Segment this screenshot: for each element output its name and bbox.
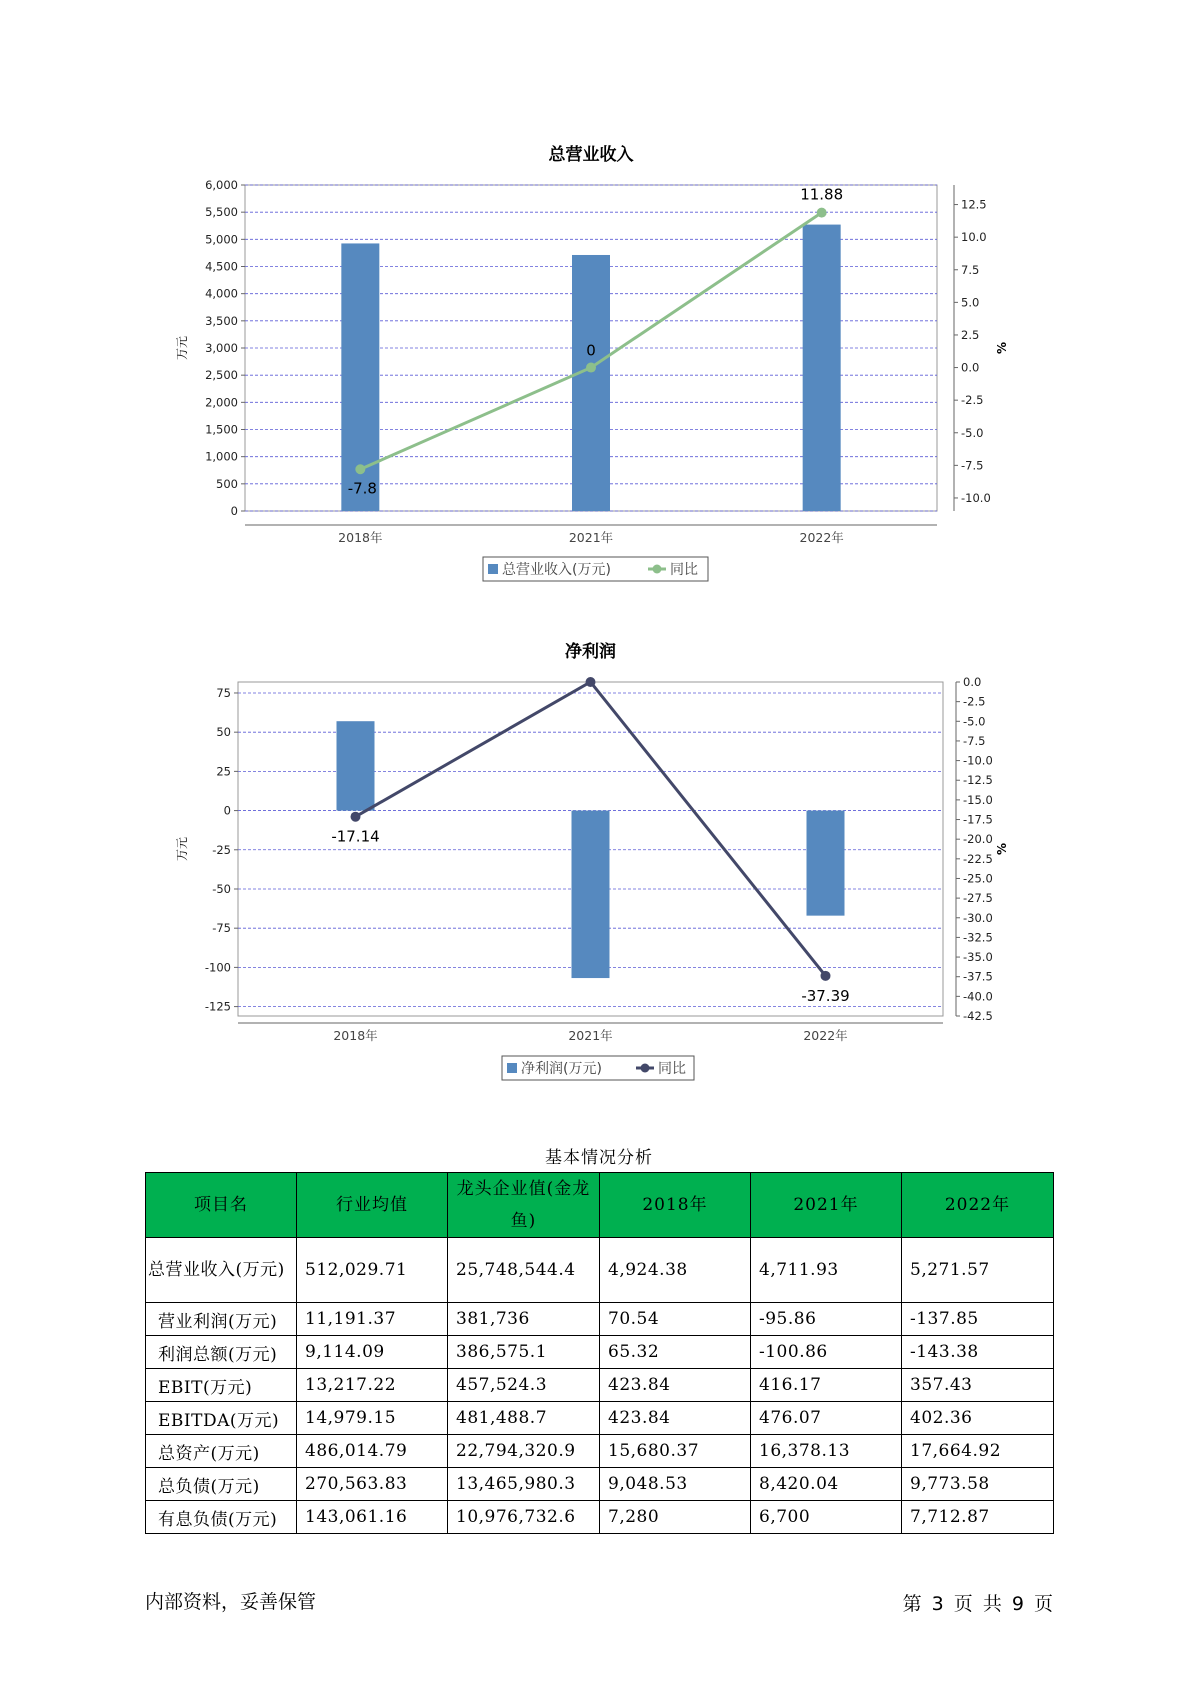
table-row-label: 总营业收入(万元) [146, 1238, 297, 1303]
y-tick-label: -75 [212, 921, 231, 936]
table-row [146, 1369, 1054, 1402]
table-cell: 7,280 [600, 1501, 751, 1534]
data-label: 0 [586, 341, 596, 360]
table-row-label: 利润总额(万元) [146, 1336, 297, 1369]
y2-tick-label: -35.0 [963, 950, 993, 965]
table-cell: 381,736 [448, 1303, 600, 1336]
net-profit-chart [170, 630, 1020, 1100]
table-cell: 17,664.92 [902, 1435, 1054, 1468]
y-tick-label: 3,000 [205, 341, 238, 355]
net-profit-chart-svg [170, 630, 1020, 1100]
table-cell: 65.32 [600, 1336, 751, 1369]
y2-axis-label: % [995, 341, 1009, 355]
table-cell: 481,488.7 [448, 1402, 600, 1435]
footer-confidential-note: 内部资料，妥善保管 [145, 1591, 317, 1613]
y-tick-label: 500 [216, 476, 238, 491]
y2-tick-label: -2.5 [961, 393, 984, 408]
table-cell: 386,575.1 [448, 1336, 600, 1369]
bar [807, 811, 845, 916]
y2-tick-label: -20.0 [963, 832, 993, 847]
revenue-chart-svg [170, 130, 1020, 600]
table-header-cell: 行业均值 [297, 1173, 448, 1238]
y-tick-label: 0 [223, 803, 231, 818]
table-header-cell: 2018年 [600, 1173, 751, 1238]
x-tick-label: 2018年 [333, 1028, 378, 1043]
footer-page-number: 第 3 页 共 9 页 [902, 1593, 1053, 1615]
data-label: -17.14 [331, 827, 380, 846]
y-tick-label: -50 [212, 881, 231, 896]
table-cell: 357.43 [902, 1369, 1054, 1402]
bar [337, 721, 375, 810]
table-cell: 15,680.37 [600, 1435, 751, 1468]
table-cell: 486,014.79 [297, 1435, 448, 1468]
bar [803, 225, 841, 511]
bar [572, 255, 610, 511]
table-cell: 8,420.04 [751, 1468, 902, 1501]
table-row-label: EBIT(万元) [146, 1369, 297, 1402]
table-cell: 25,748,544.4 [448, 1238, 600, 1303]
table-row-label: 营业利润(万元) [146, 1303, 297, 1336]
legend-label-line: 同比 [670, 562, 698, 578]
table-cell: -137.85 [902, 1303, 1054, 1336]
table-cell: 423.84 [600, 1369, 751, 1402]
table-cell: 457,524.3 [448, 1369, 600, 1402]
y2-tick-label: -17.5 [963, 812, 993, 827]
table-cell: 13,465,980.3 [448, 1468, 600, 1501]
y2-tick-label: -7.5 [961, 458, 984, 473]
y-axis-label: 万元 [175, 335, 189, 361]
table-header-row [146, 1173, 1054, 1238]
y2-tick-label: -27.5 [963, 891, 993, 906]
chart-title: 总营业收入 [548, 145, 634, 165]
legend-swatch-point [641, 1064, 650, 1073]
table-cell: 402.36 [902, 1402, 1054, 1435]
basic-analysis-table [145, 1172, 1054, 1534]
table-cell: 416.17 [751, 1369, 902, 1402]
y2-tick-label: -10.0 [961, 490, 991, 505]
y-tick-label: 3,500 [205, 313, 238, 328]
y2-tick-label: 0.0 [963, 675, 982, 689]
legend-swatch-bar [488, 564, 498, 574]
y-tick-label: 25 [216, 764, 231, 779]
data-label: -7.8 [347, 479, 377, 498]
table-cell: 4,711.93 [751, 1238, 902, 1303]
table-cell: 16,378.13 [751, 1435, 902, 1468]
y2-tick-label: -5.0 [961, 425, 984, 440]
table-cell: 6,700 [751, 1501, 902, 1534]
yoy-point [586, 677, 596, 687]
table-row [146, 1468, 1054, 1501]
y2-tick-label: -10.0 [963, 753, 993, 768]
y-tick-label: 50 [216, 725, 231, 740]
y-tick-label: 1,500 [205, 422, 238, 437]
bar [572, 811, 610, 978]
table-row-label: 有息负债(万元) [146, 1501, 297, 1534]
table-cell: -143.38 [902, 1336, 1054, 1369]
y2-tick-label: -37.5 [963, 969, 993, 984]
table-cell: 423.84 [600, 1402, 751, 1435]
y-axis-label: 万元 [175, 836, 189, 862]
y2-tick-label: -32.5 [963, 930, 993, 945]
y-tick-label: 4,000 [205, 286, 238, 301]
chart-title: 净利润 [565, 642, 616, 662]
x-tick-label: 2021年 [568, 530, 614, 545]
x-tick-label: 2018年 [338, 530, 383, 545]
y2-axis-label: % [995, 842, 1009, 856]
table-cell: -100.86 [751, 1336, 902, 1369]
y2-tick-label: -40.0 [963, 989, 993, 1004]
y2-tick-label: -5.0 [963, 714, 986, 729]
table-row [146, 1402, 1054, 1435]
table-cell: 9,773.58 [902, 1468, 1054, 1501]
y2-tick-label: -30.0 [963, 910, 993, 925]
table-header-cell: 2022年 [902, 1173, 1054, 1238]
table-cell: 512,029.71 [297, 1238, 448, 1303]
yoy-point [351, 812, 361, 822]
table-cell: 14,979.15 [297, 1402, 448, 1435]
table-cell: 270,563.83 [297, 1468, 448, 1501]
table-cell: 7,712.87 [902, 1501, 1054, 1534]
table-row-label: 总资产(万元) [146, 1435, 297, 1468]
data-label: -37.39 [801, 986, 850, 1005]
y2-tick-label: -25.0 [963, 871, 993, 886]
x-tick-label: 2022年 [803, 1028, 848, 1043]
table-cell: 9,048.53 [600, 1468, 751, 1501]
table-cell: 70.54 [600, 1303, 751, 1336]
yoy-point [817, 208, 827, 218]
y-tick-label: 2,000 [205, 395, 238, 410]
y-tick-label: 5,000 [205, 232, 238, 247]
table-row [146, 1435, 1054, 1468]
y-tick-label: -125 [204, 999, 231, 1014]
table-cell: -95.86 [751, 1303, 902, 1336]
table-caption: 基本情况分析 [545, 1148, 653, 1168]
table-row-label: EBITDA(万元) [146, 1402, 297, 1435]
table-row-label: 总负债(万元) [146, 1468, 297, 1501]
y2-tick-label: 2.5 [961, 327, 980, 342]
data-label: 11.88 [800, 185, 844, 204]
y-tick-label: -25 [212, 842, 231, 857]
y-tick-label: 2,500 [205, 368, 238, 383]
legend-label-bar: 总营业收入(万元) [502, 562, 611, 578]
y2-tick-label: -12.5 [963, 773, 993, 788]
y-tick-label: -100 [204, 960, 231, 975]
y2-tick-label: 10.0 [961, 230, 987, 245]
y2-tick-label: -2.5 [963, 694, 986, 709]
yoy-point [355, 464, 365, 474]
y-tick-label: 5,500 [205, 205, 238, 220]
legend-label-bar: 净利润(万元) [521, 1061, 602, 1077]
table-cell: 13,217.22 [297, 1369, 448, 1402]
y2-tick-label: -22.5 [963, 851, 993, 866]
table-header-cell: 2021年 [751, 1173, 902, 1238]
legend-swatch-point [653, 565, 662, 574]
y2-tick-label: -42.5 [963, 1009, 993, 1023]
table-cell: 9,114.09 [297, 1336, 448, 1369]
table-row [146, 1501, 1054, 1534]
y-tick-label: 75 [216, 685, 231, 700]
table-cell: 11,191.37 [297, 1303, 448, 1336]
y2-tick-label: 5.0 [961, 295, 980, 310]
y2-tick-label: -7.5 [963, 733, 986, 748]
table-cell: 5,271.57 [902, 1238, 1054, 1303]
y2-tick-label: 0.0 [961, 360, 980, 375]
table-cell: 476.07 [751, 1402, 902, 1435]
y2-tick-label: -15.0 [963, 792, 993, 807]
table-cell: 143,061.16 [297, 1501, 448, 1534]
x-tick-label: 2022年 [799, 530, 844, 545]
yoy-point [821, 971, 831, 981]
legend-swatch-bar [507, 1063, 517, 1073]
table-row [146, 1303, 1054, 1336]
x-tick-label: 2021年 [568, 1028, 613, 1043]
y2-tick-label: 12.5 [961, 197, 987, 212]
legend-label-line: 同比 [658, 1061, 686, 1077]
y-tick-label: 6,000 [205, 178, 238, 192]
table-header-cell: 龙头企业值(金龙鱼) [448, 1173, 600, 1238]
table-cell: 10,976,732.6 [448, 1501, 600, 1534]
table-row [146, 1336, 1054, 1369]
y2-tick-label: 7.5 [961, 262, 980, 277]
y-tick-label: 4,500 [205, 259, 238, 274]
table-cell: 22,794,320.9 [448, 1435, 600, 1468]
table-cell: 4,924.38 [600, 1238, 751, 1303]
table-row [146, 1238, 1054, 1303]
y-tick-label: 0 [230, 504, 238, 518]
revenue-chart [170, 130, 1020, 600]
table-header-cell: 项目名 [146, 1173, 297, 1238]
yoy-point [586, 363, 596, 373]
y-tick-label: 1,000 [205, 449, 238, 464]
